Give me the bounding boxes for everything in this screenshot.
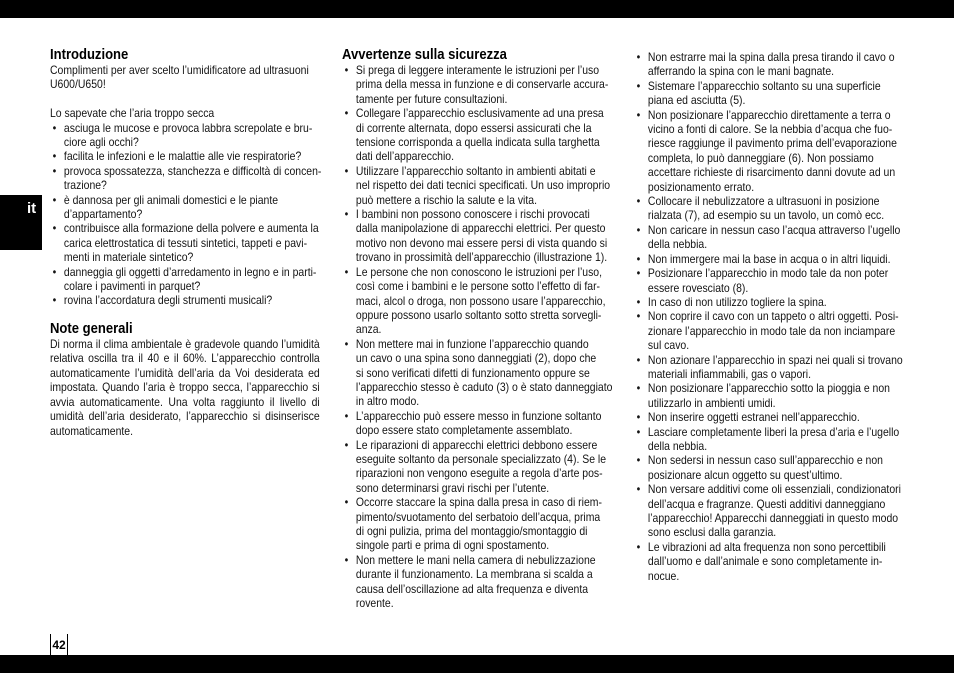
intro-bullet: • facilita le infezioni e le malattie alle vie respiratorie? [50,149,320,163]
paragraph-line: avvia automaticamente. Una volta raggiunto il livello di [50,394,320,409]
column-left [50,47,320,438]
safety-bullet: • L’apparecchio può essere messo in funzione soltanto dopo essere stato completamente assemblato. [342,409,612,438]
intro-bullet: • danneggia gli oggetti d’arredamento in legno e in parti- colare i pavimenti in parquet? [50,265,320,294]
safety-bullet: • Collegare l’apparecchio esclusivamente ad una presa di corrente alternata, dopo essersi assicurati che la tensione corrisponda a quella indicata sulla targhetta dati dell’apparecchio. [342,106,612,164]
paragraph-line: umidità dell’aria desiderato, l’apparecchio si disinserisce [50,409,320,424]
safety-bullet: • Si prega di leggere interamente le istruzioni per l’uso prima della messa in funzione e di conservarle accura- tamente per future consultazioni. [342,63,612,106]
safety-bullet: • Non immergere mai la base in acqua o in altri liquidi. [634,252,904,266]
safety-bullet: • Non coprire il cavo con un tappeto o altri oggetti. Posi- zionare l’apparecchio in modo tale da non inciampare sul cavo. [634,309,904,352]
safety-bullet: • Occorre staccare la spina dalla presa in caso di riem- pimento/svuotamento del serbatoio dell’acqua, prima di ogni pulizia, prima del montaggio/smontaggio di singole parti e prima di ogni spostamento. [342,495,612,553]
safety-bullet: • In caso di non utilizzo togliere la spina. [634,295,904,309]
intro-bullet: • rovina l’accordatura degli strumenti musicali? [50,293,320,307]
safety-bullet: • Non posizionare l’apparecchio direttamente a terra o vicino a fonti di calore. Se la nebbia d’acqua che fuo- riesce raggiunge il pavimento prima dell’evaporazione completa, lo può danneggiare (6). Non possiamo accettare richieste di risarcimento danni dovute ad un posizionamento errato. [634,108,904,194]
intro-heading: Introduzione [50,46,129,63]
safety-bullet-list-continued [634,50,904,583]
safety-bullet: • Non inserire oggetti estranei nell’apparecchio. [634,410,904,424]
safety-bullet: • Non versare additivi come oli essenziali, condizionatori dell’acqua e fragranze. Questi additivi danneggiano l’apparecchio! Apparecchi danneggiati in questo modo sono esclusi dalla garanzia. [634,482,904,540]
paragraph-line: Di norma il clima ambientale è gradevole quando l’umidità [50,337,320,352]
safety-bullet: • Non caricare in nessun caso l’acqua attraverso l’ugello della nebbia. [634,223,904,252]
safety-bullet: • Non sedersi in nessun caso sull’apparecchio e non posizionare alcun oggetto su quest’ultimo. [634,453,904,482]
intro-bullet: • contribuisce alla formazione della polvere e aumenta la carica elettrostatica di tessuti sintetici, tappeti e pavi- menti in materiale sintetico? [50,221,320,264]
safety-bullet: • Le vibrazioni ad alta frequenza non sono percettibili dall’uomo e dall’animale e sono completamente in- nocue. [634,540,904,583]
safety-bullet: • Le persone che non conoscono le istruzioni per l’uso, così come i bambini e le persone sotto l’effetto di far- maci, alcol o droga, non possono usare l’apparecchio, oppure possono usarlo soltanto sotto stretta sorvegli- anza. [342,265,612,337]
column-right [634,50,904,583]
safety-bullet: • Non mettere le mani nella camera di nebulizzazione durante il funzionamento. La membrana si scalda a causa dell’oscillazione ad alta frequenza e diventa rovente. [342,553,612,611]
paragraph-line: relativa oscilla tra il 40 e il 60%. L’apparecchio controlla [50,351,320,366]
page-number: 42 [50,634,68,655]
general-notes-paragraph [50,337,320,438]
safety-bullet: • Non mettere mai in funzione l’apparecchio quando un cavo o una spina sono danneggiati (2), dopo che si sono verificati difetti di funzionamento oppure se l’apparecchio stesso è caduto (3) o è stato danneggiato in altro modo. [342,337,612,409]
safety-bullet: • Non azionare l’apparecchio in spazi nei quali si trovano materiali infiammabili, gas o vapori. [634,353,904,382]
general-notes-heading: Note generali [50,320,133,338]
safety-bullet: • Sistemare l’apparecchio soltanto su una superficie piana ed asciutta (5). [634,79,904,108]
paragraph-line: automaticamente l’umidità dell’aria da Voi desiderata ed [50,365,320,380]
column-middle [342,47,612,610]
language-tab-label: it [27,200,37,217]
paragraph-line: impostata. Quando l’aria è troppo secca, l’apparecchio si [50,380,320,395]
safety-bullet: • Non estrarre mai la spina dalla presa tirando il cavo o afferrando la spina con le mani bagnate. [634,50,904,79]
safety-bullet: • Lasciare completamente liberi la presa d’aria e l’ugello della nebbia. [634,425,904,454]
safety-bullet: • I bambini non possono conoscere i rischi provocati dalla manipolazione di apparecchi elettrici. Per questo motivo non devono mai essere persi di vista quando si trovano in prossimità dell’apparecchio (illustrazione 1). [342,207,612,265]
paragraph-line: automaticamente. [50,423,133,438]
safety-bullet: • Le riparazioni di apparecchi elettrici debbono essere eseguite soltanto da personale specializzato (4). Se le riparazioni non vengono eseguite a regola d’arte pos- sono determinarsi gravi rischi per l’utente. [342,438,612,496]
safety-heading: Avvertenze sulla sicurezza [342,46,507,63]
language-tab [0,195,42,250]
safety-bullet-list [342,63,612,610]
bottom-bar [0,655,954,673]
intro-question: Lo sapevate che l’aria troppo secca [50,106,215,121]
safety-bullet: • Posizionare l’apparecchio in modo tale da non poter essere rovesciato (8). [634,266,904,295]
top-bar [0,0,954,18]
intro-greeting: Complimenti per aver scelto l’umidificatore ad ultrasuoni U600/U650! [50,63,309,92]
intro-bullet: • è dannosa per gli animali domestici e le piante d’appartamento? [50,193,320,222]
safety-bullet: • Collocare il nebulizzatore a ultrasuoni in posizione rialzata (7), ad esempio su un tavolo, un comò ecc. [634,194,904,223]
safety-bullet: • Utilizzare l’apparecchio soltanto in ambienti abitati e nel rispetto dei dati tecnici specificati. Un uso improprio può mettere a rischio la salute e la vita. [342,164,612,207]
safety-bullet: • Non posizionare l’apparecchio sotto la pioggia e non utilizzarlo in ambienti umidi. [634,381,904,410]
intro-bullet: • provoca spossatezza, stanchezza e difficoltà di concen- trazione? [50,164,320,193]
intro-bullet: • asciuga le mucose e provoca labbra screpolate e bru- ciore agli occhi? [50,121,320,150]
intro-bullet-list [50,121,320,308]
